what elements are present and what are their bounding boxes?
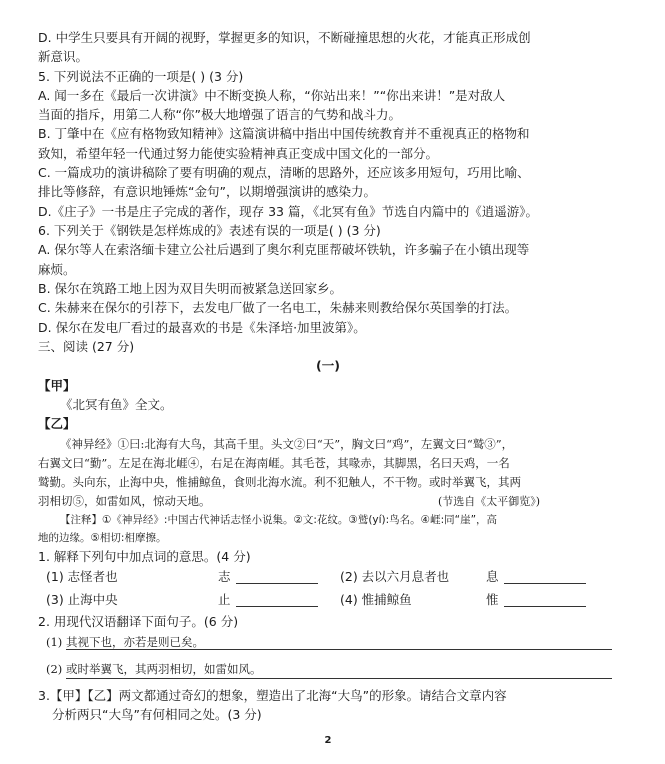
option-d-line-2: 新意识。 <box>38 49 89 64</box>
question-3-line-2: 分析两只“大鸟”有何相同之处。(3 分) <box>52 707 262 722</box>
annotation-line-1: 【注释】①《神异经》:中国古代神话志怪小说集。②文:花纹。③鹫(yí):鸟名。④崕:同“崖”，高 <box>60 514 498 526</box>
yi-passage-line-1: 《神异经》①曰:北海有大鸟，其高千里。头文②曰“天”，胸文曰“鸡”，左翼文曰“鹫③”， <box>60 437 514 451</box>
q6-option-d: D. 保尔在发电厂看过的最喜欢的书是《朱泽培·加里波第》。 <box>38 320 366 335</box>
page-number: 2 <box>324 735 332 746</box>
answer-blank-2[interactable] <box>504 569 586 584</box>
q2-sentence-1: (1) 其视下也，亦若是则已矣。 <box>46 635 204 649</box>
q5-option-c-line-2: 排比等修辞，有意识地锤炼“金句”，以期增强演讲的感染力。 <box>38 184 376 199</box>
yi-source: (节选自《太平御览》) <box>438 495 541 508</box>
q1-item-2-word: 息 <box>486 569 499 584</box>
q5-option-d-line-1: D.《庄子》一书是庄子完成的著作，现存 33 篇，《北冥有鱼》节选自内篇中的《逍遥游》。 <box>38 204 538 219</box>
q1-item-4: (4) 惟捕鲸鱼 <box>340 592 412 607</box>
q2-sentence-2: (2) 或时举翼飞，其两羽相切，如雷如风。 <box>46 662 262 676</box>
yi-passage-line-4: 羽相切⑤，如雷如风，惊动天地。 <box>38 494 211 508</box>
q6-option-a-line-2: 麻烦。 <box>38 262 76 277</box>
yi-passage-line-3: 鹫勤。头向东，止海中央，惟捕鲸鱼，食则北海水流。利不犯触人，不干物。或时举翼飞，其两 <box>38 475 521 489</box>
q1-item-3-word: 止 <box>218 592 231 607</box>
section-3-heading: 三、阅读 (27 分) <box>38 339 135 354</box>
yi-label: 【乙】 <box>38 416 76 431</box>
part-1-heading: (一) <box>316 358 340 373</box>
q1-item-1: (1) 志怪者也 <box>46 569 118 584</box>
jia-label: 【甲】 <box>38 378 76 393</box>
q1-item-3: (3) 止海中央 <box>46 592 118 607</box>
answer-line-2[interactable] <box>66 678 612 679</box>
question-5: 5. 下列说法不正确的一项是( ) (3 分) <box>38 69 244 84</box>
q6-option-a-line-1: A. 保尔等人在索洛缅卡建立公社后遇到了奥尔利克匪帮破坏铁轨，许多骗子在小镇出现等 <box>38 242 530 257</box>
answer-blank-3[interactable] <box>236 592 318 607</box>
yi-passage-line-2: 右翼文曰“勤”。左足在海北崕④，右足在海南崕。其毛苍，其喙赤，其脚黑，名曰天鸡，一名 <box>38 456 510 470</box>
answer-blank-1[interactable] <box>236 569 318 584</box>
q6-option-b: B. 保尔在筑路工地上因为双目失明而被紧急送回家乡。 <box>38 281 343 296</box>
q1-item-2: (2) 去以六月息者也 <box>340 569 450 584</box>
option-d-line-1: D. 中学生只要具有开阔的视野，掌握更多的知识，不断碰撞思想的火花，才能真正形成创 <box>38 30 531 45</box>
q5-option-a-line-1: A. 闻一多在《最后一次讲演》中不断变换人称，“你站出来！”“你出来讲！”是对敌人 <box>38 88 506 103</box>
q5-option-c-line-1: C. 一篇成功的演讲稿除了要有明确的观点，清晰的思路外，还应该多用短句，巧用比喻、 <box>38 165 530 180</box>
answer-line-1[interactable] <box>66 649 612 650</box>
answer-blank-4[interactable] <box>504 592 586 607</box>
q5-option-b-line-2: 致知，希望年轻一代通过努力能使实验精神真正变成中国文化的一部分。 <box>38 146 439 161</box>
question-1: 1. 解释下列句中加点词的意思。(4 分) <box>38 549 251 564</box>
question-2: 2. 用现代汉语翻译下面句子。(6 分) <box>38 614 239 629</box>
q6-option-c: C. 朱赫来在保尔的引荐下，去发电厂做了一名电工，朱赫来则教给保尔英国拳的打法。 <box>38 300 518 315</box>
question-6: 6. 下列关于《钢铁是怎样炼成的》表述有误的一项是( ) (3 分) <box>38 223 381 238</box>
q5-option-a-line-2: 当面的指斥，用第二人称“你”极大地增强了语言的气势和战斗力。 <box>38 107 401 122</box>
jia-text: 《北冥有鱼》全文。 <box>60 397 173 412</box>
q5-option-b-line-1: B. 丁肇中在《应有格物致知精神》这篇演讲稿中指出中国传统教育并不重视真正的格物和 <box>38 126 530 141</box>
q1-item-4-word: 惟 <box>486 592 499 607</box>
annotation-line-2: 地的边缘。⑤相切:相摩擦。 <box>38 532 167 544</box>
q1-item-1-word: 志 <box>218 569 231 584</box>
question-3-line-1: 3.【甲】【乙】两文都通过奇幻的想象，塑造出了北海“大鸟”的形象。请结合文章内容 <box>38 688 507 703</box>
